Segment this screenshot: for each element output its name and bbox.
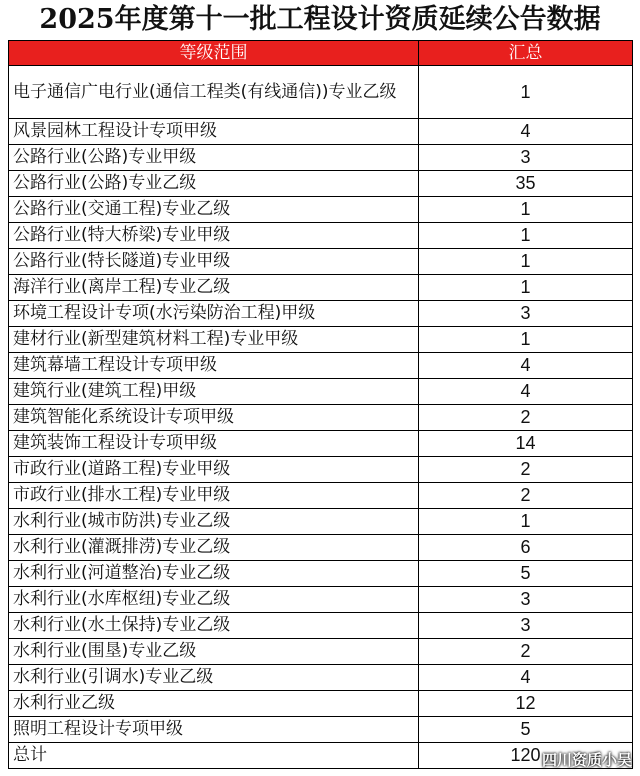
row-category: 建筑智能化系统设计专项甲级 bbox=[9, 405, 419, 431]
row-total: 35 bbox=[419, 171, 633, 197]
row-category: 水利行业(围垦)专业乙级 bbox=[9, 639, 419, 665]
table-header-row bbox=[9, 41, 633, 66]
row-category: 建材行业(新型建筑材料工程)专业甲级 bbox=[9, 327, 419, 353]
data-table bbox=[8, 40, 633, 769]
total-label: 总计 bbox=[9, 743, 419, 769]
row-total: 12 bbox=[419, 691, 633, 717]
page-title: 2025年度第十一批工程设计资质延续公告数据 bbox=[39, 4, 601, 35]
row-category: 水利行业(引调水)专业乙级 bbox=[9, 665, 419, 691]
table-row bbox=[9, 717, 633, 743]
row-total: 6 bbox=[419, 535, 633, 561]
row-total: 4 bbox=[419, 379, 633, 405]
table-row bbox=[9, 171, 633, 197]
row-total: 1 bbox=[419, 327, 633, 353]
row-category: 建筑行业(建筑工程)甲级 bbox=[9, 379, 419, 405]
table-row bbox=[9, 197, 633, 223]
header-total: 汇总 bbox=[419, 41, 633, 66]
row-total: 2 bbox=[419, 483, 633, 509]
row-category: 水利行业(水土保持)专业乙级 bbox=[9, 613, 419, 639]
table-row bbox=[9, 587, 633, 613]
table-row bbox=[9, 353, 633, 379]
row-category: 公路行业(公路)专业乙级 bbox=[9, 171, 419, 197]
row-total: 2 bbox=[419, 457, 633, 483]
row-category: 市政行业(排水工程)专业甲级 bbox=[9, 483, 419, 509]
table-row bbox=[9, 509, 633, 535]
row-total: 2 bbox=[419, 639, 633, 665]
table-row bbox=[9, 119, 633, 145]
row-category: 环境工程设计专项(水污染防治工程)甲级 bbox=[9, 301, 419, 327]
row-total: 1 bbox=[419, 197, 633, 223]
row-category: 公路行业(公路)专业甲级 bbox=[9, 145, 419, 171]
row-category: 建筑幕墙工程设计专项甲级 bbox=[9, 353, 419, 379]
row-category: 建筑装饰工程设计专项甲级 bbox=[9, 431, 419, 457]
table-row bbox=[9, 691, 633, 717]
row-total: 4 bbox=[419, 119, 633, 145]
row-category: 风景园林工程设计专项甲级 bbox=[9, 119, 419, 145]
table-row bbox=[9, 301, 633, 327]
table-row bbox=[9, 535, 633, 561]
row-total: 3 bbox=[419, 587, 633, 613]
table-row bbox=[9, 457, 633, 483]
row-total: 5 bbox=[419, 561, 633, 587]
row-category: 公路行业(交通工程)专业乙级 bbox=[9, 197, 419, 223]
row-category: 水利行业(水库枢纽)专业乙级 bbox=[9, 587, 419, 613]
row-category: 照明工程设计专项甲级 bbox=[9, 717, 419, 743]
row-total: 1 bbox=[419, 223, 633, 249]
row-total: 1 bbox=[419, 275, 633, 301]
table-row bbox=[9, 379, 633, 405]
table-row bbox=[9, 275, 633, 301]
header-category: 等级范围 bbox=[9, 41, 419, 66]
row-category: 市政行业(道路工程)专业甲级 bbox=[9, 457, 419, 483]
row-category: 水利行业(灌溉排涝)专业乙级 bbox=[9, 535, 419, 561]
row-category: 海洋行业(离岸工程)专业乙级 bbox=[9, 275, 419, 301]
table-row bbox=[9, 665, 633, 691]
watermark: 四川资质小吴 bbox=[541, 751, 632, 769]
row-category: 电子通信广电行业(通信工程类(有线通信))专业乙级 bbox=[9, 66, 419, 119]
total-value: 120 bbox=[419, 743, 633, 769]
table-row bbox=[9, 405, 633, 431]
table-row bbox=[9, 327, 633, 353]
row-total: 1 bbox=[419, 249, 633, 275]
row-category: 水利行业(城市防洪)专业乙级 bbox=[9, 509, 419, 535]
table-row bbox=[9, 483, 633, 509]
row-total: 3 bbox=[419, 301, 633, 327]
table-row bbox=[9, 223, 633, 249]
row-total: 5 bbox=[419, 717, 633, 743]
row-total: 1 bbox=[419, 66, 633, 119]
total-row bbox=[9, 743, 633, 769]
table-row bbox=[9, 431, 633, 457]
row-total: 1 bbox=[419, 509, 633, 535]
row-category: 水利行业(河道整治)专业乙级 bbox=[9, 561, 419, 587]
row-total: 3 bbox=[419, 145, 633, 171]
table-row bbox=[9, 145, 633, 171]
row-category: 水利行业乙级 bbox=[9, 691, 419, 717]
row-category: 公路行业(特长隧道)专业甲级 bbox=[9, 249, 419, 275]
table-row bbox=[9, 66, 633, 119]
row-total: 4 bbox=[419, 665, 633, 691]
row-total: 3 bbox=[419, 613, 633, 639]
table-row bbox=[9, 561, 633, 587]
table-row bbox=[9, 639, 633, 665]
row-category: 公路行业(特大桥梁)专业甲级 bbox=[9, 223, 419, 249]
row-total: 14 bbox=[419, 431, 633, 457]
row-total: 2 bbox=[419, 405, 633, 431]
table-row bbox=[9, 613, 633, 639]
table-row bbox=[9, 249, 633, 275]
row-total: 4 bbox=[419, 353, 633, 379]
